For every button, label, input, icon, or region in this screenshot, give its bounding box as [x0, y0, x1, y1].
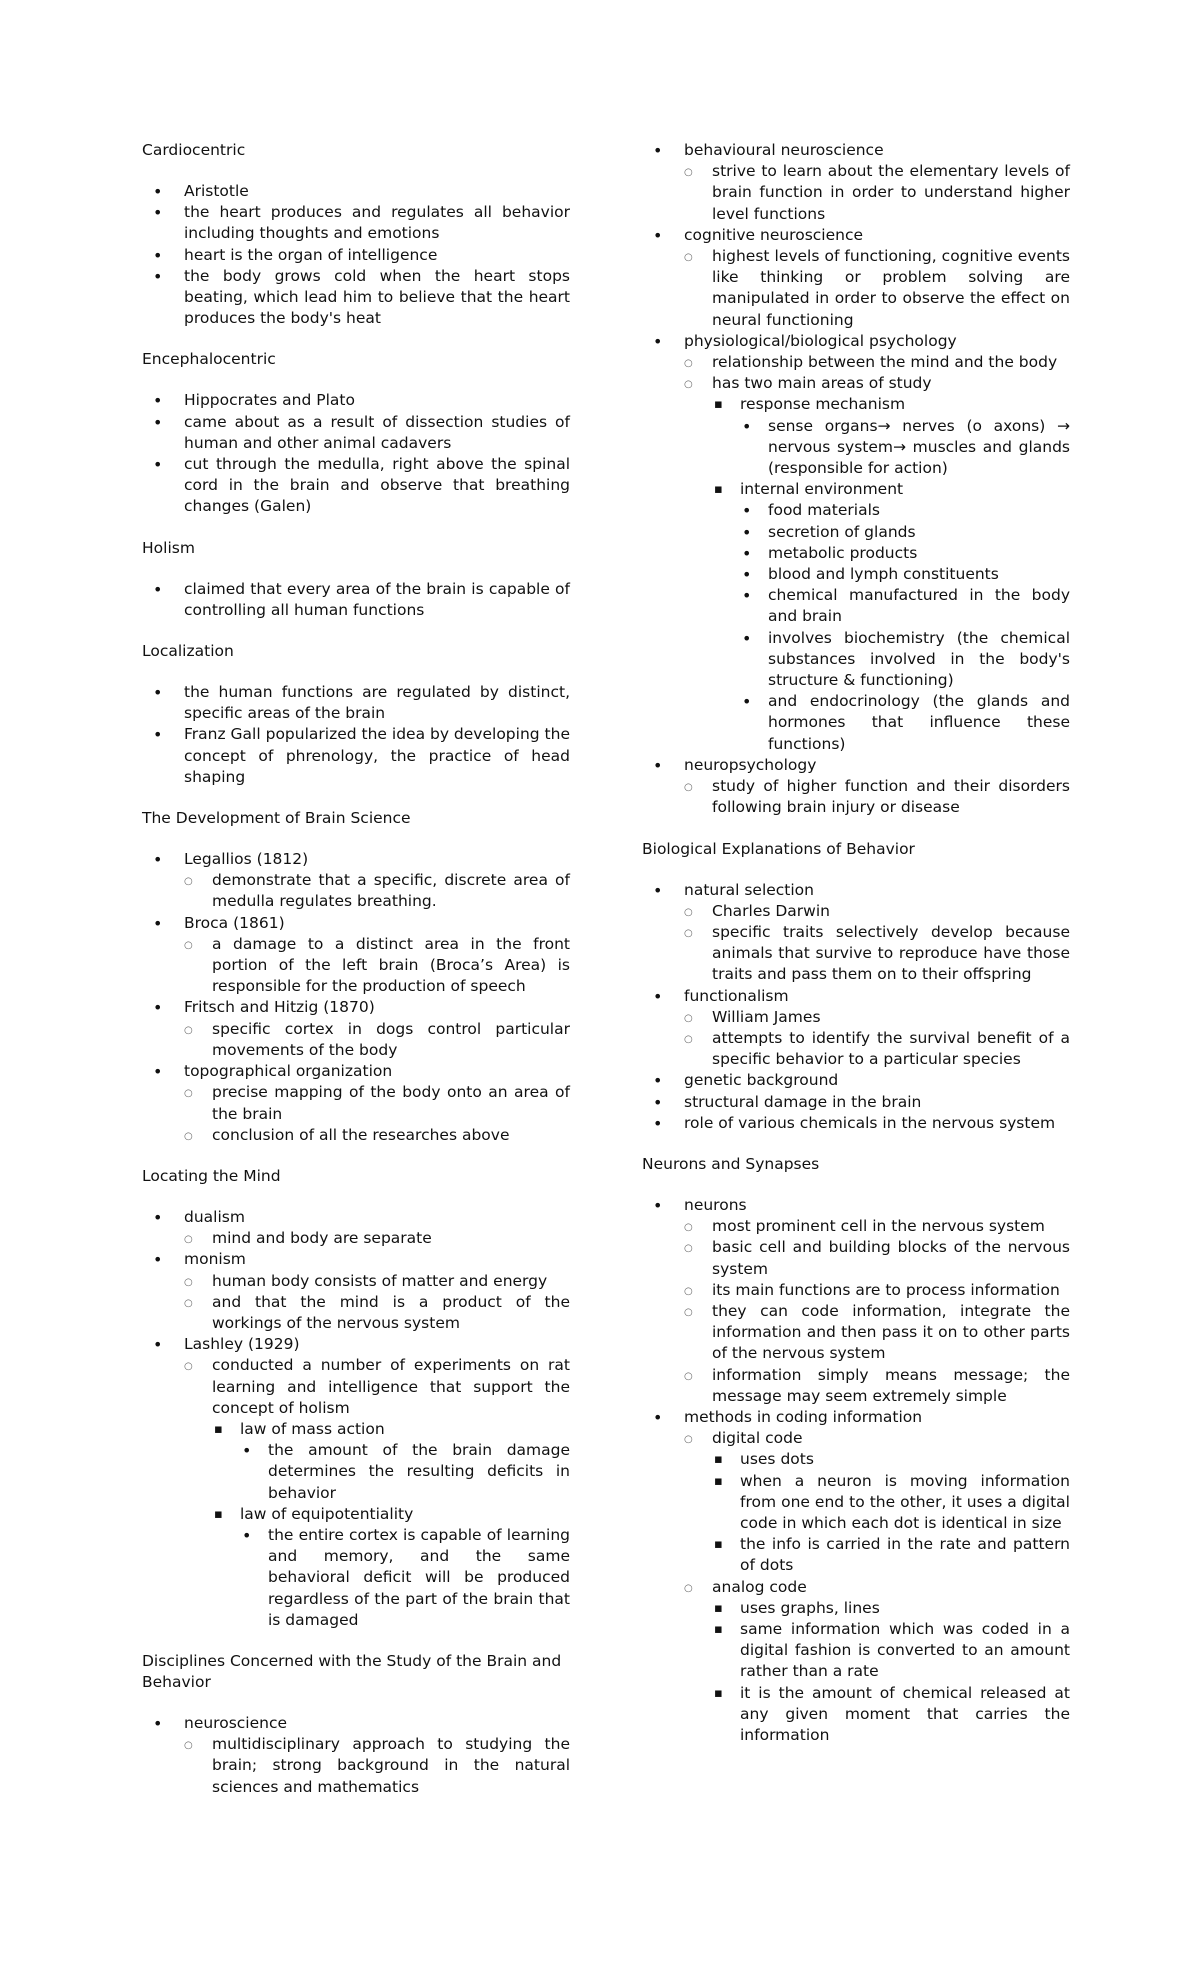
list-item [142, 849, 570, 913]
section [642, 839, 1070, 1134]
list-item-text: • claimed that every area of the brain is capable of controlling all human functions [184, 579, 570, 619]
list-item-text: • physiological/biological psychology [684, 331, 957, 350]
list-item-text: • neuropsychology [684, 755, 817, 774]
list-item-text: • Franz Gall popularized the idea by developing the concept of phrenology, the practice of head shaping [184, 725, 570, 786]
bullet-list-level-2 [684, 1216, 1070, 1407]
list-item [642, 986, 1070, 1071]
list-item-text: • the body grows cold when the heart stops beating, which lead him to believe that the heart produces the body's heat [184, 266, 570, 328]
list-item-text: • metabolic products [768, 543, 918, 562]
list-item [684, 1007, 1070, 1028]
list-item [642, 1407, 1070, 1746]
list-item [642, 331, 1070, 755]
list-item-text: • and endocrinology (the glands and hormones that influence these functions) [768, 692, 1070, 753]
list-item-text: ○ relationship between the mind and the body [712, 353, 1058, 372]
section [142, 641, 570, 788]
list-item-text: • neurons [684, 1195, 747, 1214]
list-item [740, 416, 1070, 480]
section-heading: Disciplines Concerned with the Study of the Brain and Behavior [142, 1651, 562, 1691]
list-item [184, 1355, 570, 1631]
list-item [684, 1280, 1070, 1301]
list-item [142, 181, 570, 202]
list-item [712, 394, 1070, 479]
list-item-text: • dualism [184, 1207, 245, 1226]
bullet-list-level-2 [184, 1271, 570, 1335]
list-item-text: • Fritsch and Hitzig (1870) [184, 998, 375, 1017]
list-item [712, 1598, 1070, 1619]
list-item-text: ○ demonstrate that a specific, discrete area of medulla regulates breathing. [212, 871, 570, 911]
section [142, 538, 570, 621]
bullet-list-level-2 [184, 1734, 570, 1798]
list-item [684, 1577, 1070, 1747]
section [142, 1166, 570, 1631]
list-item [184, 1292, 570, 1334]
list-item [684, 373, 1070, 755]
list-item [712, 1471, 1070, 1535]
bullet-list-level-3 [212, 1419, 570, 1631]
bullet-list-level-2 [684, 1007, 1070, 1071]
list-item-text: ○ information simply means message; the message may seem extremely simple [712, 1365, 1070, 1405]
section [642, 1154, 1070, 1746]
section [142, 140, 570, 329]
list-item [740, 522, 1070, 543]
list-item [684, 1216, 1070, 1237]
bullet-list-level-2 [684, 246, 1070, 331]
list-item [142, 1334, 570, 1631]
bullet-list-level-2 [184, 1019, 570, 1061]
list-item [142, 412, 570, 454]
bullet-list-level-2 [684, 1428, 1070, 1746]
list-item-text: ○ analog code [712, 1577, 807, 1596]
list-item-text: ○ its main functions are to process information [712, 1280, 1060, 1299]
bullet-list-level-2 [684, 352, 1070, 755]
list-item [712, 1683, 1070, 1747]
list-item-text: • the amount of the brain damage determines the resulting deficits in behavior [268, 1441, 570, 1502]
list-item-text: ○ a damage to a distinct area in the front portion of the left brain (Broca’s Area) is responsible for the production of speech [212, 934, 570, 996]
list-item-text: • chemical manufactured in the body and brain [768, 586, 1070, 626]
bullet-list-level-1 [642, 880, 1070, 1134]
list-item [684, 1301, 1070, 1365]
list-item [142, 997, 570, 1061]
bullet-list-level-1 [142, 579, 570, 621]
list-item-text: • Lashley (1929) [184, 1335, 300, 1354]
list-item-text: • functionalism [684, 986, 789, 1005]
list-item [684, 352, 1070, 373]
right-column [642, 140, 1070, 1766]
section [642, 140, 1070, 819]
list-item [142, 579, 570, 621]
list-item-text: • the entire cortex is capable of learning and memory, and the same behavioral deficit will be produced regardless of the part of the brain that is damaged [268, 1525, 570, 1629]
list-item [684, 161, 1070, 225]
list-item-text: ▪ law of mass action [240, 1419, 385, 1438]
list-item-text: ○ highest levels of functioning, cognitive events like thinking or problem solving are manipulated in order to observe the effect on neural functioning [712, 247, 1070, 329]
section-heading: Holism [142, 538, 195, 557]
list-item [740, 628, 1070, 692]
list-item [212, 1419, 570, 1504]
list-item-text: • the heart produces and regulates all behavior including thoughts and emotions [184, 203, 570, 243]
list-item [642, 1092, 1070, 1113]
list-item [712, 1449, 1070, 1470]
list-item-text: • blood and lymph constituents [768, 565, 999, 584]
list-item-text: ○ they can code information, integrate the information and then pass it on to other parts of the nervous system [712, 1301, 1070, 1363]
list-item [142, 266, 570, 330]
bullet-list-level-3 [712, 394, 1070, 754]
section-heading: Localization [142, 642, 234, 661]
list-item [684, 246, 1070, 331]
bullet-list-level-1 [142, 849, 570, 1146]
section-heading: Cardiocentric [142, 141, 246, 159]
list-item-text: ○ digital code [712, 1429, 803, 1448]
bullet-list-level-2 [684, 161, 1070, 225]
list-item-text: • Legallios (1812) [184, 850, 309, 869]
list-item-text: ○ multidisciplinary approach to studying the brain; strong background in the natural sciences and mathematics [212, 1735, 570, 1796]
list-item-text: ▪ response mechanism [740, 395, 906, 414]
list-item [712, 1619, 1070, 1683]
list-item-text: • the human functions are regulated by distinct, specific areas of the brain [184, 683, 570, 723]
list-item [684, 1428, 1070, 1576]
list-item-text: • came about as a result of dissection studies of human and other animal cadavers [184, 412, 570, 452]
list-item [184, 1019, 570, 1061]
list-item-text: • natural selection [684, 880, 814, 899]
list-item-text: • topographical organization [184, 1062, 393, 1081]
list-item-text: • structural damage in the brain [684, 1092, 922, 1111]
list-item-text: • methods in coding information [684, 1407, 923, 1426]
list-item [142, 1713, 570, 1798]
list-item [684, 922, 1070, 986]
list-item-text: ▪ uses dots [740, 1450, 814, 1469]
list-item-text: ▪ it is the amount of chemical released at any given moment that carries the information [740, 1683, 1070, 1745]
bullet-list-level-2 [184, 1355, 570, 1631]
bullet-list-level-1 [142, 181, 570, 329]
list-item-text: ○ precise mapping of the body onto an area of the brain [212, 1083, 570, 1123]
list-item [142, 1207, 570, 1249]
section-heading: Locating the Mind [142, 1166, 281, 1185]
bullet-list-level-2 [184, 1228, 570, 1249]
bullet-list-level-3 [712, 1598, 1070, 1746]
list-item-text: ▪ same information which was coded in a digital fashion is converted to an amount rather than a rate [740, 1620, 1070, 1681]
section-heading: The Development of Brain Science [142, 809, 411, 828]
list-item [184, 1125, 570, 1146]
list-item [684, 776, 1070, 818]
list-item-text: ▪ the info is carried in the rate and pattern of dots [740, 1535, 1070, 1575]
list-item-text: ○ strive to learn about the elementary levels of brain function in order to understand higher level functions [712, 162, 1070, 223]
list-item-text: ▪ law of equipotentiality [240, 1504, 414, 1523]
list-item-text: • food materials [768, 501, 880, 520]
list-item-text: ○ William James [712, 1007, 821, 1026]
list-item [184, 870, 570, 912]
list-item [740, 543, 1070, 564]
list-item-text: ○ and that the mind is a product of the workings of the nervous system [212, 1292, 570, 1332]
list-item [240, 1525, 570, 1631]
section [142, 1651, 570, 1798]
list-item [212, 1504, 570, 1631]
list-item [684, 1365, 1070, 1407]
list-item [142, 390, 570, 411]
section-heading: Encephalocentric [142, 350, 276, 369]
list-item [642, 225, 1070, 331]
bullet-list-level-1 [642, 1195, 1070, 1746]
list-item [684, 901, 1070, 922]
list-item [142, 1061, 570, 1146]
list-item-text: • cognitive neuroscience [684, 225, 864, 244]
list-item-text: ▪ internal environment [740, 480, 904, 499]
section-heading: Biological Explanations of Behavior [642, 839, 915, 858]
list-item [142, 913, 570, 998]
list-item [740, 564, 1070, 585]
bullet-list-level-1 [142, 390, 570, 517]
list-item [142, 724, 570, 788]
list-item [142, 202, 570, 244]
list-item-text: ○ attempts to identify the survival benefit of a specific behavior to a particular species [712, 1028, 1070, 1069]
list-item [740, 691, 1070, 755]
list-item [142, 454, 570, 518]
list-item [684, 1237, 1070, 1279]
list-item [642, 1070, 1070, 1091]
list-item [184, 1271, 570, 1292]
list-item-text: • genetic background [684, 1071, 839, 1090]
list-item [142, 1249, 570, 1334]
list-item-text: • role of various chemicals in the nervous system [684, 1113, 1056, 1132]
list-item [642, 880, 1070, 986]
list-item-text: • Broca (1861) [184, 913, 285, 932]
list-item-text: ○ human body consists of matter and energy [212, 1271, 548, 1290]
list-item-text: ○ specific traits selectively develop because animals that survive to reproduce have those traits and pass them on to their offspring [712, 922, 1070, 984]
list-item-text: ○ conclusion of all the researches above [212, 1125, 510, 1144]
bullet-list-level-2 [184, 870, 570, 912]
bullet-list-level-1 [142, 682, 570, 788]
list-item-text: • monism [184, 1250, 246, 1269]
list-item [642, 755, 1070, 819]
bullet-list-level-1 [642, 140, 1070, 819]
list-item [184, 1734, 570, 1798]
list-item [184, 1082, 570, 1124]
list-item-text: ○ has two main areas of study [712, 374, 932, 393]
bullet-list-level-3 [712, 1449, 1070, 1576]
list-item [142, 682, 570, 724]
list-item-text: ○ conducted a number of experiments on rat learning and intelligence that support the concept of holism [212, 1356, 570, 1417]
section [142, 808, 570, 1146]
left-column [142, 140, 570, 1818]
bullet-list-level-1 [142, 1207, 570, 1631]
bullet-list-level-2 [684, 901, 1070, 986]
list-item [712, 479, 1070, 755]
list-item-text: • Aristotle [184, 182, 249, 200]
bullet-list-level-4 [740, 416, 1070, 480]
section-heading: Neurons and Synapses [642, 1154, 820, 1173]
list-item [740, 585, 1070, 627]
bullet-list-level-2 [684, 776, 1070, 818]
list-item-text: • sense organs→ nerves (o axons) → nervous system→ muscles and glands (responsible for action) [768, 416, 1070, 478]
bullet-list-level-4 [240, 1440, 570, 1504]
list-item [240, 1440, 570, 1504]
list-item [642, 1113, 1070, 1134]
bullet-list-level-1 [142, 1713, 570, 1798]
list-item-text: ○ most prominent cell in the nervous system [712, 1217, 1045, 1236]
bullet-list-level-4 [740, 500, 1070, 754]
list-item [684, 1028, 1070, 1070]
section [142, 349, 570, 517]
bullet-list-level-4 [240, 1525, 570, 1631]
list-item-text: ○ study of higher function and their disorders following brain injury or disease [712, 777, 1070, 817]
bullet-list-level-2 [184, 1082, 570, 1146]
list-item-text: ○ mind and body are separate [212, 1229, 432, 1248]
list-item [642, 140, 1070, 225]
list-item [142, 245, 570, 266]
list-item [740, 500, 1070, 521]
list-item [642, 1195, 1070, 1407]
list-item [184, 934, 570, 998]
bullet-list-level-2 [184, 934, 570, 998]
list-item-text: • cut through the medulla, right above the spinal cord in the brain and observe that breathing changes (Galen) [184, 455, 570, 516]
list-item [712, 1534, 1070, 1576]
list-item-text: ○ basic cell and building blocks of the nervous system [712, 1238, 1070, 1278]
list-item-text: • heart is the organ of intelligence [184, 245, 438, 264]
list-item-text: • behavioural neuroscience [684, 141, 884, 159]
list-item-text: • neuroscience [184, 1713, 288, 1732]
list-item [184, 1228, 570, 1249]
list-item-text: • secretion of glands [768, 522, 916, 541]
list-item-text: ▪ uses graphs, lines [740, 1598, 880, 1617]
list-item-text: ▪ when a neuron is moving information from one end to the other, it uses a digital code in which each dot is identical in size [740, 1471, 1070, 1532]
list-item-text: ○ specific cortex in dogs control particular movements of the body [212, 1019, 570, 1059]
list-item-text: ○ Charles Darwin [712, 901, 830, 920]
list-item-text: • Hippocrates and Plato [184, 391, 355, 410]
list-item-text: • involves biochemistry (the chemical substances involved in the body's structure & functioning) [768, 628, 1070, 690]
